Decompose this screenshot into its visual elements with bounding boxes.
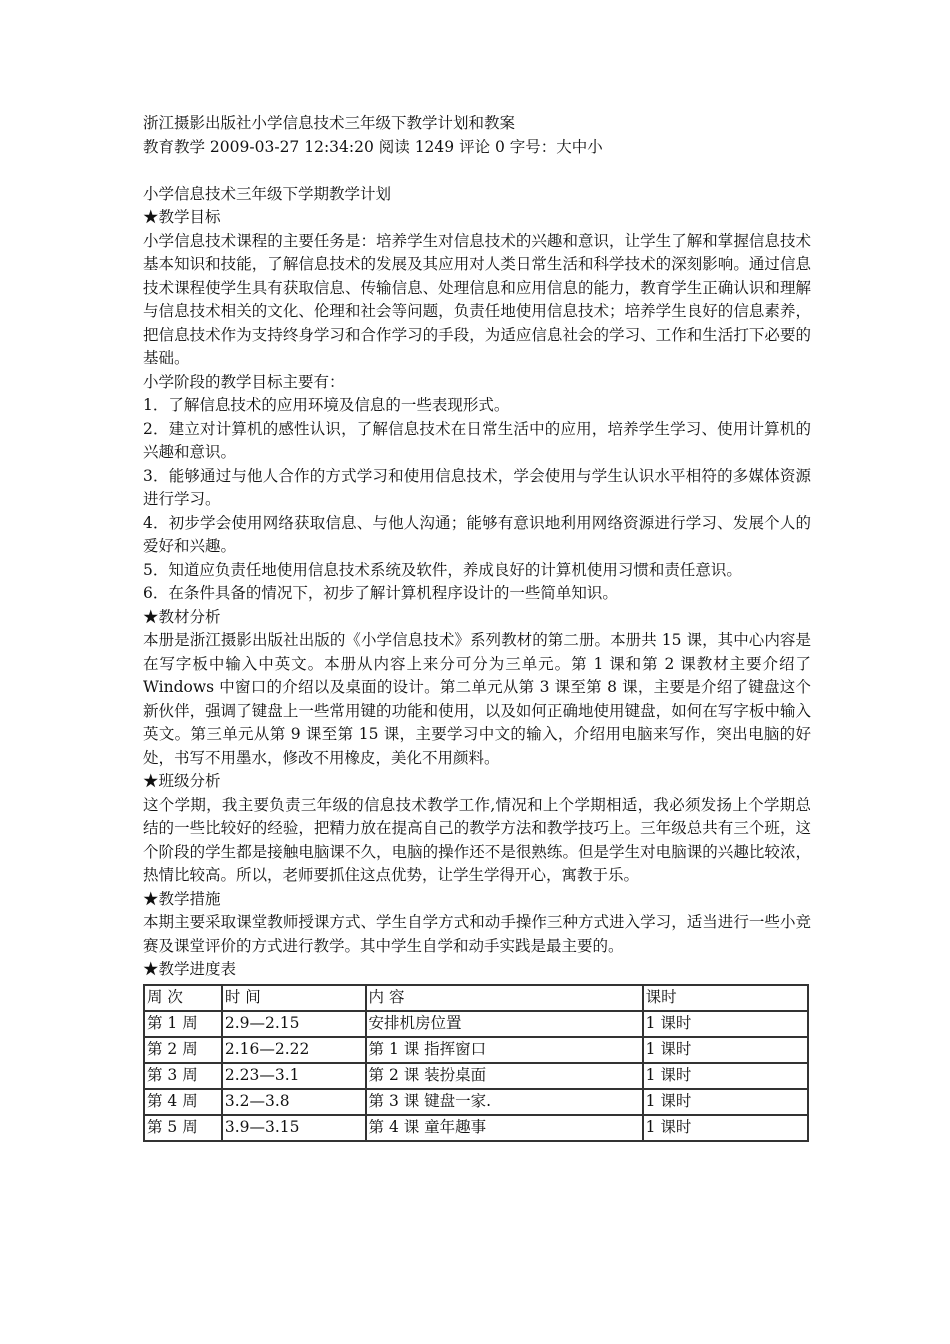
content-cell: 第 1 课 指挥窗口 [366, 1037, 643, 1063]
table-row [144, 1011, 808, 1037]
goals-lead: 小学阶段的教学目标主要有： [143, 372, 345, 391]
hours-cell: 1 课时 [643, 1037, 808, 1063]
table-header-row [144, 985, 808, 1011]
week-cell: 第 1 周 [144, 1011, 222, 1037]
class-body: 这个学期，我主要负责三年级的信息技术教学工作,情况和上个学期相适，我必须发扬上个学期总结的一些比较好的经验，把精力放在提高自己的教学方法和教学技巧上。三年级总共有三个班，这个阶段的学生都是接触电脑课不久，电脑的操作还不是很熟练。但是学生对电脑课的兴趣比较浓，热情比较高。所以，老师要抓住这点优势，让学生学得开心，寓教于乐。 [143, 795, 811, 884]
header-cell-week: 周 次 [144, 985, 222, 1011]
plan-heading: 小学信息技术三年级下学期教学计划 [143, 184, 392, 203]
table-row [144, 1037, 808, 1063]
time-cell: 2.16—2.22 [222, 1037, 366, 1063]
goal-item: 3．能够通过与他人合作的方式学习和使用信息技术，学会使用与学生认识水平相符的多媒体资源进行学习。 [143, 466, 811, 508]
table-row [144, 1115, 808, 1141]
schedule-table [143, 984, 809, 1142]
blank-line [143, 159, 811, 183]
goal-item: 1．了解信息技术的应用环境及信息的一些表现形式。 [143, 396, 510, 414]
week-cell: 第 4 周 [144, 1089, 222, 1115]
header-cell-content: 内 容 [366, 985, 643, 1011]
materials-body: 本册是浙江摄影出版社出版的《小学信息技术》系列教材的第二册。本册共 15 课，其中心内容是在写字板中输入中英文。本册从内容上来分可分为三单元。第 1 课和第 2 课教材主要介绍了 Windows 中窗口的介绍以及桌面的设计。第二单元从第 3 课至第 8 课，主要是介绍了键盘这个新伙伴，强调了键盘上一些常用键的功能和使用，以及如何正确地使用键盘，如何在写字板中输入英文。第三单元从第 9 课至第 15 课，主要学习中文的输入，介绍用电脑来写作，突出电脑的好处，书写不用墨水，修改不用橡皮，美化不用颜料。 [143, 631, 811, 767]
time-cell: 2.9—2.15 [222, 1011, 366, 1037]
article-title: 浙江摄影出版社小学信息技术三年级下教学计划和教案 [143, 114, 516, 132]
header-cell-hours: 课时 [643, 985, 808, 1011]
table-row [144, 1063, 808, 1089]
week-cell: 第 2 周 [144, 1037, 222, 1063]
table-row [144, 1089, 808, 1115]
measures-body: 本期主要采取课堂教师授课方式、学生自学方式和动手操作三种方式进入学习，适当进行一些小竞赛及课堂评价的方式进行教学。其中学生自学和动手实践是最主要的。 [143, 913, 811, 955]
content-cell: 第 2 课 装扮桌面 [366, 1063, 643, 1089]
content-cell: 第 3 课 键盘一家. [366, 1089, 643, 1115]
section-title-measures: ★教学措施 [143, 889, 221, 908]
section-title-class: ★班级分析 [143, 772, 221, 790]
goal-item: 2．建立对计算机的感性认识，了解信息技术在日常生活中的应用，培养学生学习、使用计算机的兴趣和意识。 [143, 419, 811, 461]
section-title-goals: ★教学目标 [143, 208, 221, 226]
content-cell: 安排机房位置 [366, 1011, 643, 1037]
time-cell: 3.9—3.15 [222, 1115, 366, 1141]
goal-item: 6．在条件具备的情况下，初步了解计算机程序设计的一些简单知识。 [143, 584, 618, 602]
hours-cell: 1 课时 [643, 1011, 808, 1037]
hours-cell: 1 课时 [643, 1089, 808, 1115]
section-title-materials: ★教材分析 [143, 607, 221, 626]
hours-cell: 1 课时 [643, 1063, 808, 1089]
goal-item: 4．初步学会使用网络获取信息、与他人沟通；能够有意识地利用网络资源进行学习、发展个人的爱好和兴趣。 [143, 513, 811, 555]
time-cell: 3.2—3.8 [222, 1089, 366, 1115]
week-cell: 第 3 周 [144, 1063, 222, 1089]
week-cell: 第 5 周 [144, 1115, 222, 1141]
article-meta: 教育教学 2009-03-27 12:34:20 阅读 1249 评论 0 字号：大中小 [143, 137, 603, 156]
goal-item: 5．知道应负责任地使用信息技术系统及软件，养成良好的计算机使用习惯和责任意识。 [143, 560, 742, 579]
document-page [143, 112, 811, 1142]
goals-intro: 小学信息技术课程的主要任务是：培养学生对信息技术的兴趣和意识，让学生了解和掌握信息技术基本知识和技能，了解信息技术的发展及其应用对人类日常生活和科学技术的深刻影响。通过信息技术课程使学生具有获取信息、传输信息、处理信息和应用信息的能力，教育学生正确认识和理解与信息技术相关的文化、伦理和社会等问题，负责任地使用信息技术；培养学生良好的信息素养，把信息技术作为支持终身学习和合作学习的手段，为适应信息社会的学习、工作和生活打下必要的基础。 [143, 231, 811, 367]
hours-cell: 1 课时 [643, 1115, 808, 1141]
content-cell: 第 4 课 童年趣事 [366, 1115, 643, 1141]
section-title-schedule: ★教学进度表 [143, 960, 237, 978]
time-cell: 2.23—3.1 [222, 1063, 366, 1089]
header-cell-time: 时 间 [222, 985, 366, 1011]
